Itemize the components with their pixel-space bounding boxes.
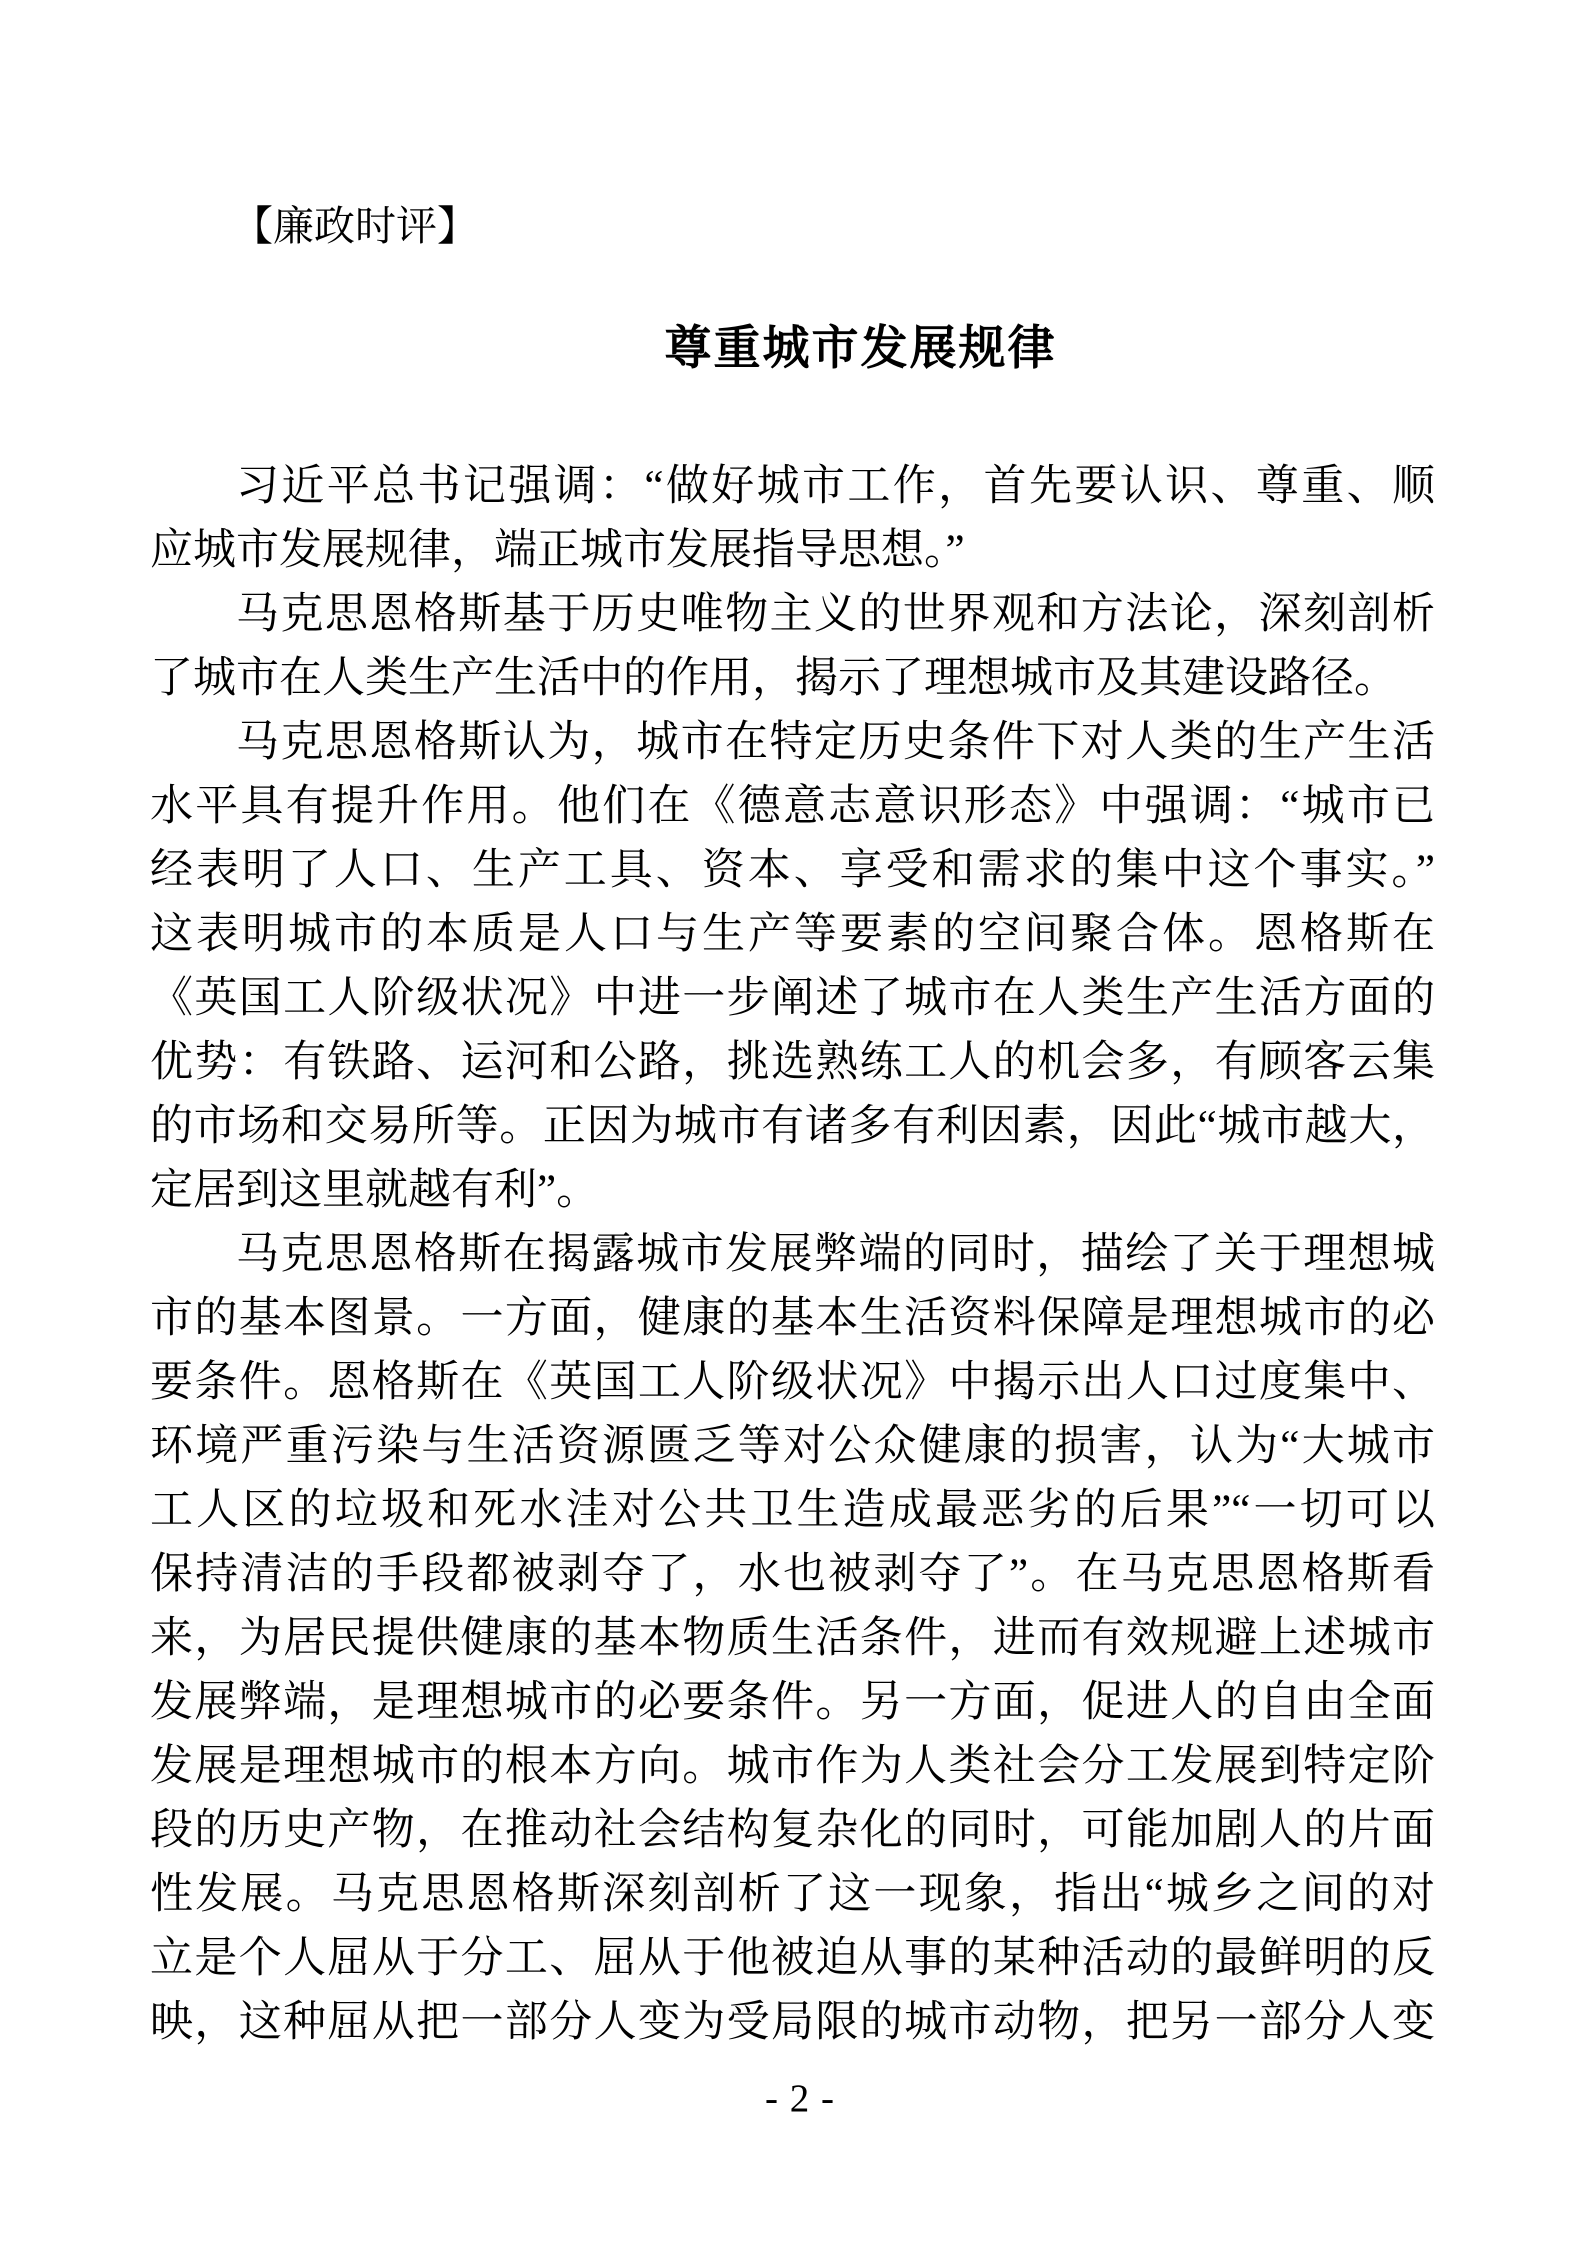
body-line: 马克思恩格斯基于历史唯物主义的世界观和方法论，深刻剖析 bbox=[236, 591, 1435, 638]
body-line: 经表明了人口、生产工具、资本、享受和需求的集中这个事实。” bbox=[150, 847, 1435, 894]
body-line: 《英国工人阶级状况》中进一步阐述了城市在人类生产生活方面的 bbox=[150, 975, 1435, 1022]
body-line: 段的历史产物，在推动社会结构复杂化的同时，可能加剧人的片面 bbox=[150, 1807, 1435, 1854]
body-line: 这表明城市的本质是人口与生产等要素的空间聚合体。恩格斯在 bbox=[150, 911, 1435, 958]
body-line: 了城市在人类生产生活中的作用，揭示了理想城市及其建设路径。 bbox=[150, 655, 1397, 702]
body-line: 市的基本图景。一方面，健康的基本生活资料保障是理想城市的必 bbox=[150, 1295, 1435, 1342]
body-line: 马克思恩格斯认为，城市在特定历史条件下对人类的生产生活 bbox=[236, 719, 1435, 766]
body-line: 环境严重污染与生活资源匮乏等对公众健康的损害，认为“大城市 bbox=[150, 1423, 1435, 1470]
body-line: 要条件。恩格斯在《英国工人阶级状况》中揭示出人口过度集中、 bbox=[150, 1359, 1435, 1406]
body-line: 定居到这里就越有利”。 bbox=[150, 1167, 600, 1214]
body-line: 性发展。马克思恩格斯深刻剖析了这一现象，指出“城乡之间的对 bbox=[150, 1871, 1435, 1918]
body-line: 立是个人屈从于分工、屈从于他被迫从事的某种活动的最鲜明的反 bbox=[150, 1935, 1435, 1982]
body-line: 工人区的垃圾和死水洼对公共卫生造成最恶劣的后果”“一切可以 bbox=[150, 1487, 1435, 1534]
body-line: 保持清洁的手段都被剥夺了，水也被剥夺了”。在马克思恩格斯看 bbox=[150, 1551, 1435, 1598]
page-number: - 2 - bbox=[765, 2077, 835, 2120]
category-header: 【廉政时评】 bbox=[232, 203, 478, 249]
body-line: 的市场和交易所等。正因为城市有诸多有利因素，因此“城市越大， bbox=[150, 1103, 1435, 1150]
body-line: 优势：有铁路、运河和公路，挑选熟练工人的机会多，有顾客云集 bbox=[150, 1039, 1435, 1086]
body-line: 马克思恩格斯在揭露城市发展弊端的同时，描绘了关于理想城 bbox=[236, 1231, 1435, 1278]
page-title: 尊重城市发展规律 bbox=[664, 323, 1057, 375]
paragraph-2 bbox=[150, 583, 1435, 711]
body-line: 水平具有提升作用。他们在《德意志意识形态》中强调：“城市已 bbox=[150, 783, 1435, 830]
paragraph-4 bbox=[150, 1223, 1435, 2055]
body-line: 习近平总书记强调：“做好城市工作，首先要认识、尊重、顺 bbox=[236, 463, 1435, 510]
body-line: 发展是理想城市的根本方向。城市作为人类社会分工发展到特定阶 bbox=[150, 1743, 1435, 1790]
body-line: 来，为居民提供健康的基本物质生活条件，进而有效规避上述城市 bbox=[150, 1615, 1435, 1662]
paragraph-3 bbox=[150, 711, 1435, 1223]
paragraph-1 bbox=[150, 455, 1435, 583]
body-line: 发展弊端，是理想城市的必要条件。另一方面，促进人的自由全面 bbox=[150, 1679, 1435, 1726]
body-line: 应城市发展规律，端正城市发展指导思想。” bbox=[150, 527, 965, 574]
document-body bbox=[150, 455, 1435, 2055]
body-line: 映，这种屈从把一部分人变为受局限的城市动物，把另一部分人变 bbox=[150, 1999, 1435, 2046]
